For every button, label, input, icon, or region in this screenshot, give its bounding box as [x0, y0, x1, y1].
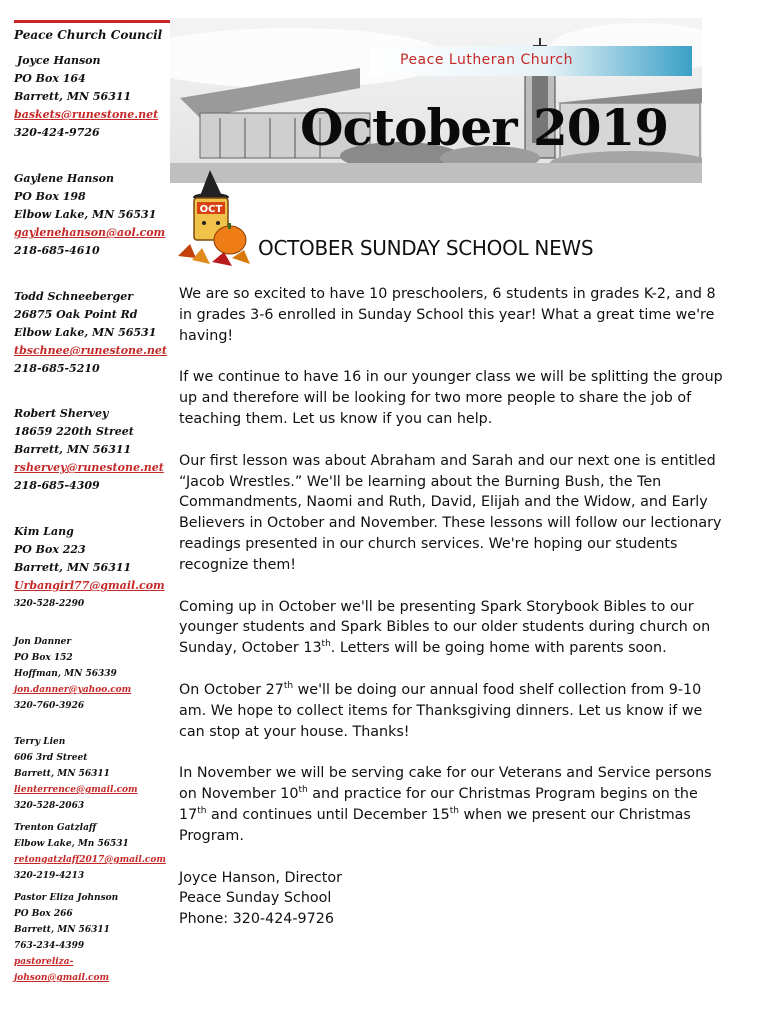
council-member — [14, 734, 138, 814]
council-title: Peace Church Council — [14, 28, 163, 42]
member-name: Trenton Gatzlaff — [14, 823, 97, 833]
member-email-link[interactable]: lienterrence@gmail.com — [14, 785, 138, 795]
member-email-link[interactable]: gaylenehanson@aol.com — [14, 226, 166, 239]
council-member — [14, 523, 165, 613]
member-email-link[interactable]: rshervey@runestone.net — [14, 461, 164, 474]
member-address: PO Box 198 — [14, 190, 86, 203]
member-phone: 320-424-9726 — [14, 126, 100, 139]
mascot-label: OCT — [199, 204, 223, 215]
member-address: PO Box 152 — [14, 653, 73, 663]
member-name: Pastor Eliza Johnson — [14, 893, 119, 903]
member-email-link[interactable]: baskets@runestone.net — [14, 108, 159, 121]
paragraph: We are so excited to have 10 preschoolers, 6 students in grades K-2, and 8 in grades 3-6 enrolled in Sunday School this year! What a great time we're having! — [179, 286, 716, 344]
paragraph: Our first lesson was about Abraham and Sarah and our next one is entitled “Jacob Wrestles.” We'll be learning about the Burning Bush, the Ten Commandments, Naomi and Ruth, David, Elijah and the Widow, and Early Believers in October and November. These lessons will follow our lectionary readings presented in our church services. We're hoping our students recognize them! — [179, 452, 722, 573]
member-email-link[interactable]: johson@gmail.com — [14, 973, 110, 983]
member-address: Barrett, MN 56311 — [14, 925, 110, 935]
signature-org: Peace Sunday School — [179, 890, 332, 907]
member-address: Elbow Lake, MN 56531 — [14, 326, 157, 339]
newsletter-header — [170, 18, 702, 183]
member-name: Kim Lang — [14, 525, 74, 538]
member-address: 606 3rd Street — [14, 753, 88, 763]
church-name: Peace Lutheran Church — [400, 52, 573, 68]
member-phone: 218-685-4610 — [14, 244, 100, 257]
council-member — [14, 405, 164, 495]
member-name: Jon Danner — [14, 637, 72, 647]
member-email-link[interactable]: retongatzlaff2017@gmail.com — [14, 855, 166, 865]
council-member — [14, 52, 158, 142]
member-address: Barrett, MN 56311 — [14, 443, 132, 456]
council-member — [14, 820, 166, 884]
member-address: Barrett, MN 56311 — [14, 561, 132, 574]
member-email-link[interactable]: Urbangirl77@gmail.com — [14, 579, 165, 592]
member-name: Joyce Hanson — [17, 54, 101, 67]
member-address: Elbow Lake, Mn 56531 — [14, 839, 129, 849]
council-member — [14, 288, 167, 378]
paragraph: Coming up in October we'll be presenting Spark Storybook Bibles to our younger students and Spark Bibles to our older students during church on Sunday, October 13th. Letters will be going home with parents soon. — [179, 598, 711, 657]
member-name: Terry Lien — [14, 737, 66, 747]
signature-phone: Phone: 320-424-9726 — [179, 911, 334, 928]
section-heading: OCTOBER SUNDAY SCHOOL NEWS — [258, 236, 594, 260]
member-email-link[interactable]: jon.danner@yahoo.com — [14, 685, 132, 695]
member-phone: 218-685-5210 — [14, 362, 100, 375]
paragraph: In November we will be serving cake for our Veterans and Service persons on November 10th and practice for our Christmas Program begins on the 17th and continues until December 15th when we present our Christmas Program. — [179, 765, 712, 844]
member-address: Elbow Lake, MN 56531 — [14, 208, 157, 221]
member-address: Barrett, MN 56311 — [14, 90, 132, 103]
member-email-link[interactable]: pastoreliza- — [14, 957, 74, 967]
signature-name: Joyce Hanson, Director — [179, 869, 342, 886]
council-member — [14, 170, 165, 260]
member-phone: 320-219-4213 — [14, 871, 85, 881]
member-phone: 218-685-4309 — [14, 479, 100, 492]
member-phone: 320-528-2290 — [14, 599, 85, 609]
member-address: 26875 Oak Point Rd — [14, 308, 138, 321]
council-sidebar — [0, 0, 170, 1024]
member-name: Gaylene Hanson — [14, 172, 114, 185]
member-phone: 763-234-4399 — [14, 941, 85, 951]
member-phone: 320-760-3926 — [14, 701, 85, 711]
member-address: PO Box 266 — [14, 909, 73, 919]
member-address: Hoffman, MN 56339 — [14, 669, 117, 679]
article-body — [179, 284, 724, 930]
member-address: 18659 220th Street — [14, 425, 134, 438]
paragraph: If we continue to have 16 in our younger class we will be splitting the group up and therefore will be looking for two more people to share the job of teaching them. Let us know if you can help. — [179, 369, 723, 427]
member-name: Robert Shervey — [14, 407, 109, 420]
banner-bar — [370, 46, 692, 76]
member-address: Barrett, MN 56311 — [14, 769, 110, 779]
member-address: PO Box 223 — [14, 543, 86, 556]
october-calendar-mascot-icon — [172, 168, 252, 268]
member-email-link[interactable]: tbschnee@runestone.net — [14, 344, 167, 357]
member-name: Todd Schneeberger — [14, 290, 134, 303]
council-member — [14, 634, 131, 714]
council-member — [14, 890, 118, 986]
member-phone: 320-528-2063 — [14, 801, 85, 811]
member-address: PO Box 164 — [14, 72, 86, 85]
paragraph: On October 27th we'll be doing our annual food shelf collection from 9-10 am. We hope to collect items for Thanksgiving dinners. Let us know if we can stop at your house. Thanks! — [179, 681, 703, 740]
newsletter-title: October 2019 — [300, 98, 669, 157]
